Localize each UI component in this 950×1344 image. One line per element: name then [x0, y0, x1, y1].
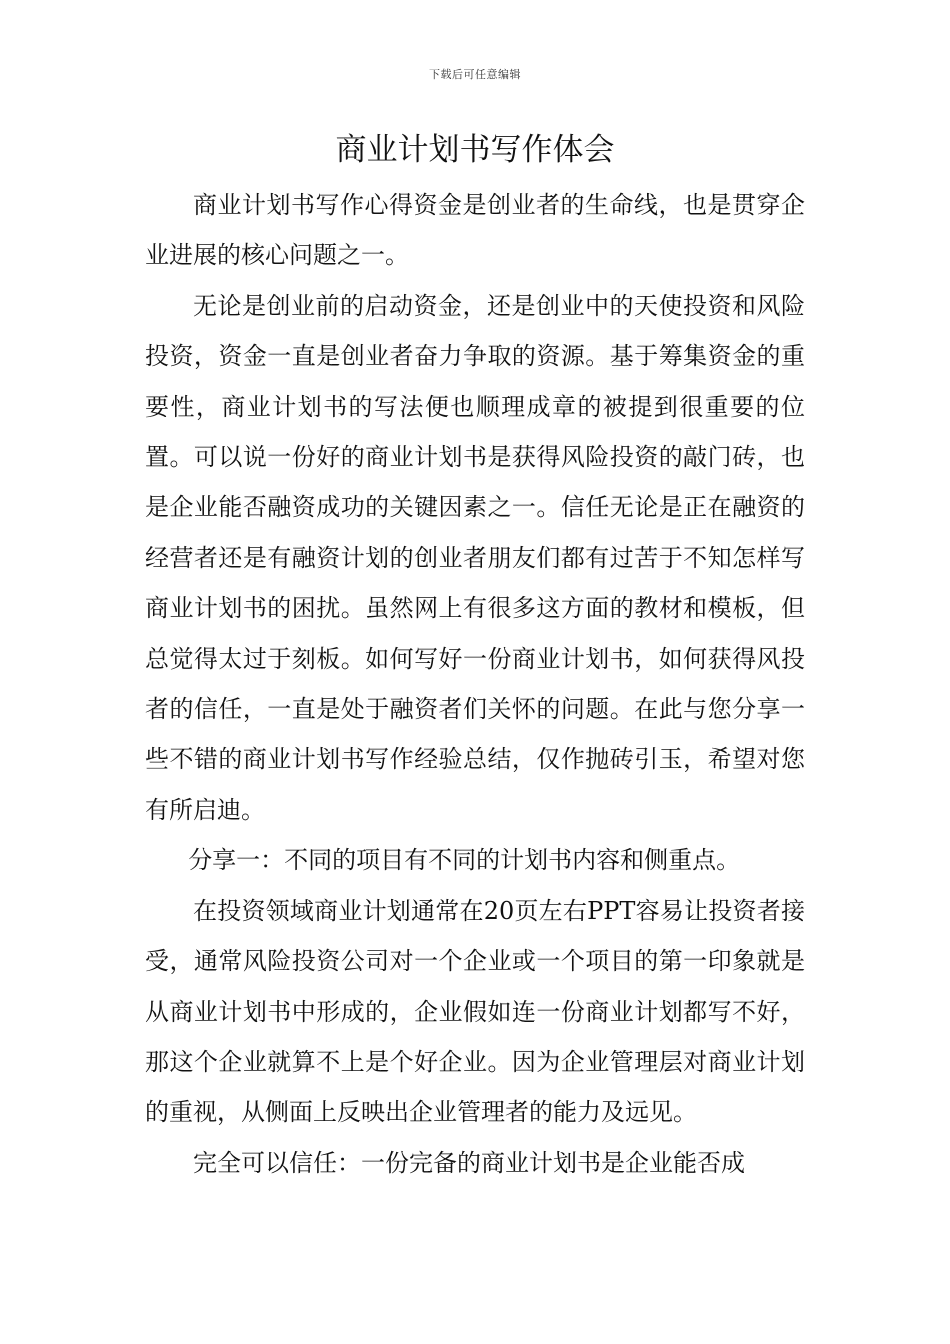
paragraph-3: 分享一：不同的项目有不同的计划书内容和侧重点。 [188, 846, 741, 875]
header-note: 下载后可任意编辑 [429, 68, 521, 81]
paragraph-5: 完全可以信任：一份完备的商业计划书是企业能否成 [193, 1148, 745, 1177]
document-body [145, 180, 805, 1188]
paragraph-4: 在投资领域商业计划通常在20页左右PPT容易让投资者接受，通常风险投资公司对一个企业或一个项目的第一印象就是从商业计划书中形成的，企业假如连一份商业计划都写不好，那这个企业就算不上是个好企业。因为企业管理层对商业计划的重视，从侧面上反映出企业管理者的能力及远见。 [145, 896, 805, 1127]
paragraph-1: 商业计划书写作心得资金是创业者的生命线，也是贯穿企业进展的核心问题之一。 [145, 191, 805, 270]
paragraph-2: 无论是创业前的启动资金，还是创业中的天使投资和风险投资，资金一直是创业者奋力争取的资源。基于筹集资金的重要性，商业计划书的写法便也顺理成章的被提到很重要的位置。可以说一份好的商业计划书是获得风险投资的敲门砖，也是企业能否融资成功的关键因素之一。信任无论是正在融资的经营者还是有融资计划的创业者朋友们都有过苦于不知怎样写商业计划书的困扰。虽然网上有很多这方面的教材和模板，但总觉得太过于刻板。如何写好一份商业计划书，如何获得风投者的信任，一直是处于融资者们关怀的问题。在此与您分享一些不错的商业计划书写作经验总结，仅作抛砖引玉，希望对您有所启迪。 [145, 291, 805, 824]
document-title: 商业计划书写作体会 [335, 132, 615, 168]
